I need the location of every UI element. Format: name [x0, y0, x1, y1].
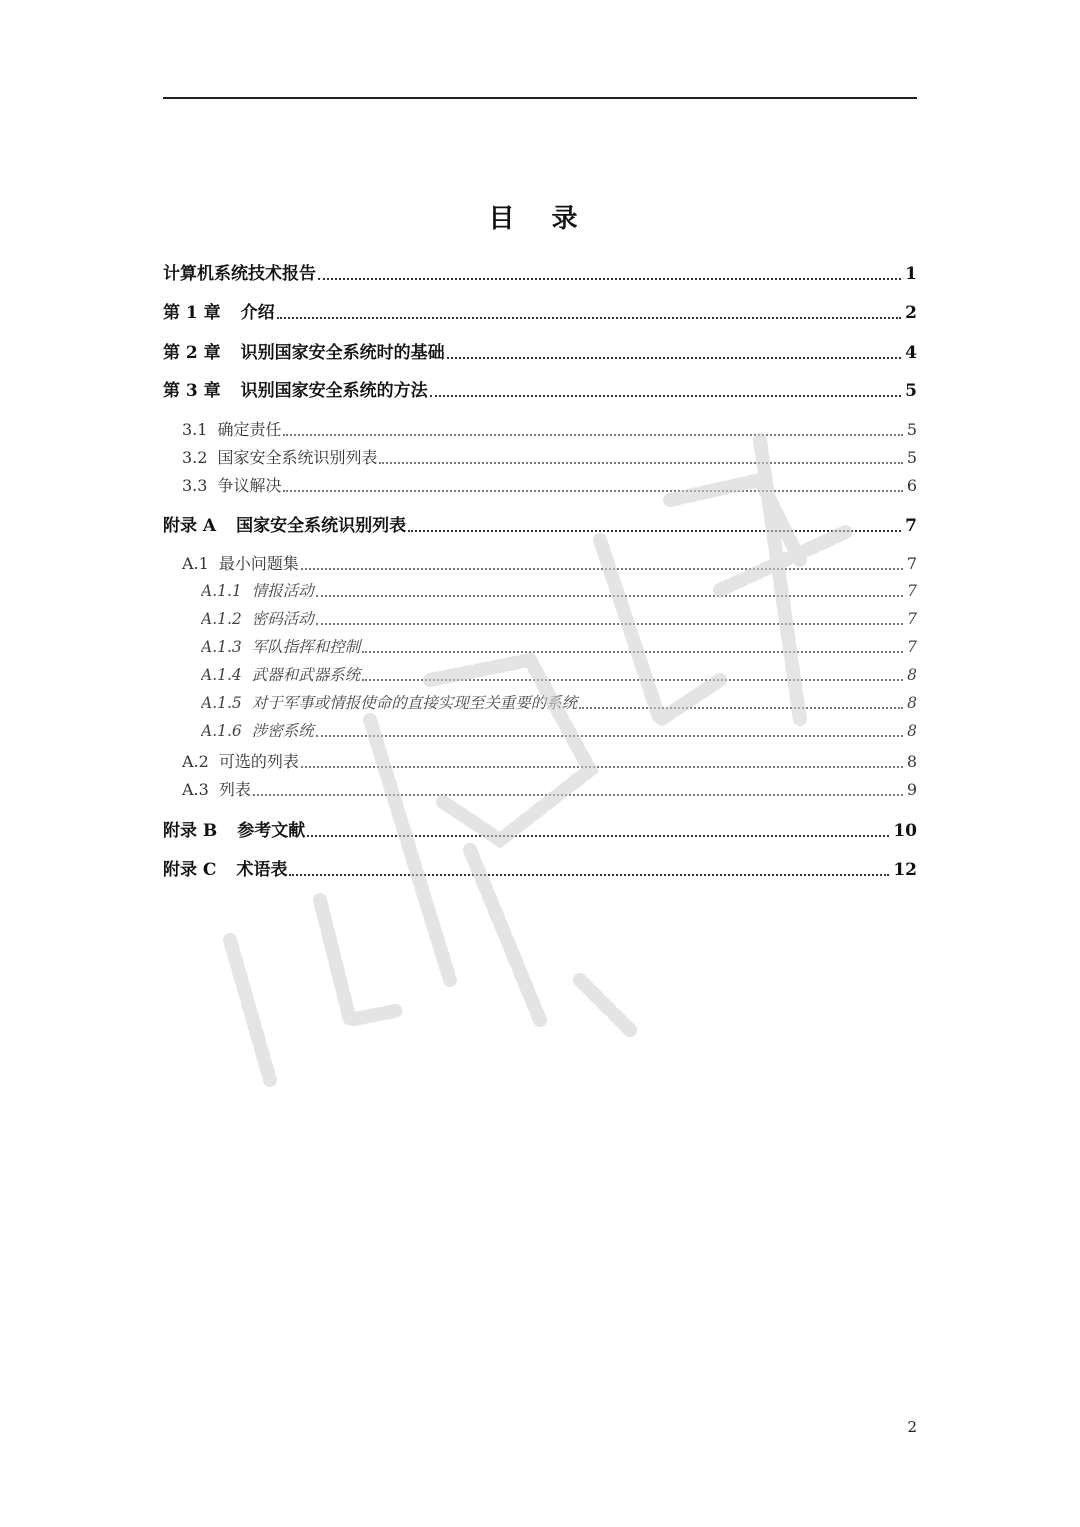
toc-entry-page: 6	[906, 476, 917, 495]
toc-entry-label: 确定责任	[217, 420, 282, 439]
toc-entry-label: 涉密系统	[251, 722, 314, 740]
toc-entry[interactable]	[201, 663, 917, 685]
toc-entry-label: 国家安全系统识别列表	[217, 448, 378, 467]
toc-entry-label: 术语表	[236, 860, 288, 880]
toc-entry-label: 介绍	[240, 303, 275, 323]
toc-leader-dots	[283, 490, 902, 492]
toc-entry-number: A.1.4	[201, 666, 242, 684]
toc-entry-page: 10	[893, 821, 917, 841]
toc-entry-number: A.1.3	[201, 638, 242, 656]
header-rule	[163, 97, 917, 99]
toc-entry-number: A.3	[182, 780, 209, 799]
toc-leader-dots	[318, 278, 901, 280]
toc-entry[interactable]	[201, 691, 917, 713]
toc-leader-dots	[408, 530, 901, 532]
toc-entry-label: 争议解决	[217, 476, 282, 495]
toc-entry-page: 4	[905, 343, 917, 363]
toc-entry[interactable]	[163, 511, 917, 536]
toc-entry-label: 参考文献	[237, 821, 306, 841]
page-number: 2	[907, 1418, 917, 1436]
toc-entry-number: 附录 A	[163, 516, 217, 536]
toc-leader-dots	[253, 794, 903, 796]
toc-entry-label: 列表	[218, 780, 251, 799]
toc-entry-number: 3.1	[182, 420, 208, 439]
toc-entry[interactable]	[201, 607, 917, 629]
toc-entry-number: 第 2 章	[163, 343, 221, 363]
toc-leader-dots	[307, 835, 889, 837]
toc-entry-label: 密码活动	[251, 610, 314, 628]
toc-entry-page: 5	[906, 420, 917, 439]
toc-entry[interactable]	[182, 445, 917, 468]
toc-entry[interactable]	[201, 579, 917, 601]
toc-leader-dots	[277, 317, 901, 319]
toc-entry[interactable]	[163, 855, 917, 880]
toc-leader-dots	[316, 623, 903, 625]
toc-entry-page: 9	[906, 780, 917, 799]
toc-entry-page: 8	[907, 694, 917, 712]
toc-entry-page: 5	[905, 381, 917, 401]
toc-leader-dots	[362, 679, 903, 681]
toc-entry-label: 情报活动	[251, 582, 314, 600]
toc-entry[interactable]	[182, 749, 917, 772]
toc-entry-page: 7	[906, 554, 917, 573]
toc-entry-number: A.2	[182, 752, 209, 771]
toc-entry-label: 武器和武器系统	[251, 666, 361, 684]
toc-entry-label: 对于军事或情报使命的直接实现至关重要的系统	[251, 694, 578, 712]
toc-entry-page: 7	[907, 638, 917, 656]
toc-entry-page: 8	[907, 666, 917, 684]
toc-entry[interactable]	[201, 719, 917, 741]
toc-entry-number: 附录 C	[163, 860, 217, 880]
toc-entry[interactable]	[182, 551, 917, 574]
toc-entry-page: 8	[906, 752, 917, 771]
toc-entry-label: 军队指挥和控制	[251, 638, 361, 656]
toc-entry[interactable]	[163, 298, 917, 323]
toc-entry[interactable]	[163, 816, 917, 841]
toc-entry-page: 7	[907, 582, 917, 600]
toc-entry-label: 计算机系统技术报告	[163, 264, 316, 284]
toc-entry-page: 5	[906, 448, 917, 467]
toc-entry-label: 识别国家安全系统时的基础	[240, 343, 445, 363]
toc-entry-page: 7	[907, 610, 917, 628]
toc-entry[interactable]	[163, 259, 917, 284]
toc-leader-dots	[289, 874, 889, 876]
toc-leader-dots	[316, 595, 903, 597]
toc-entry-page: 7	[905, 516, 917, 536]
toc-entry[interactable]	[201, 635, 917, 657]
toc-leader-dots	[362, 651, 903, 653]
toc-entry-page: 8	[907, 722, 917, 740]
toc-entry-number: 第 3 章	[163, 381, 221, 401]
toc-leader-dots	[301, 568, 903, 570]
toc-entry[interactable]	[182, 473, 917, 496]
toc-entry[interactable]	[163, 338, 917, 363]
toc-leader-dots	[447, 357, 901, 359]
toc-leader-dots	[430, 395, 901, 397]
toc-leader-dots	[301, 766, 903, 768]
toc-entry[interactable]	[163, 376, 917, 401]
toc-entry-label: 国家安全系统识别列表	[236, 516, 407, 536]
toc-entry-page: 12	[893, 860, 917, 880]
toc-entry-number: A.1.1	[201, 582, 242, 600]
toc-entry-number: 附录 B	[163, 821, 218, 841]
toc-leader-dots	[579, 707, 903, 709]
toc-entry-page: 1	[905, 264, 917, 284]
toc-entry-page: 2	[905, 303, 917, 323]
toc-title: 目 录	[488, 204, 592, 234]
toc-entry-number: 第 1 章	[163, 303, 221, 323]
toc-entry-label: 最小问题集	[218, 554, 299, 573]
toc-leader-dots	[316, 735, 903, 737]
toc-entry-number: 3.3	[182, 476, 208, 495]
toc-entry-number: A.1.2	[201, 610, 242, 628]
toc-entry-label: 识别国家安全系统的方法	[240, 381, 428, 401]
toc-entry-number: A.1	[182, 554, 209, 573]
toc-entry-number: A.1.5	[201, 694, 242, 712]
toc-entry-label: 可选的列表	[218, 752, 299, 771]
toc-entry[interactable]	[182, 777, 917, 800]
toc-entry[interactable]	[182, 417, 917, 440]
toc-leader-dots	[283, 434, 902, 436]
toc-entry-number: 3.2	[182, 448, 208, 467]
toc-entry-number: A.1.6	[201, 722, 242, 740]
toc-leader-dots	[379, 462, 902, 464]
